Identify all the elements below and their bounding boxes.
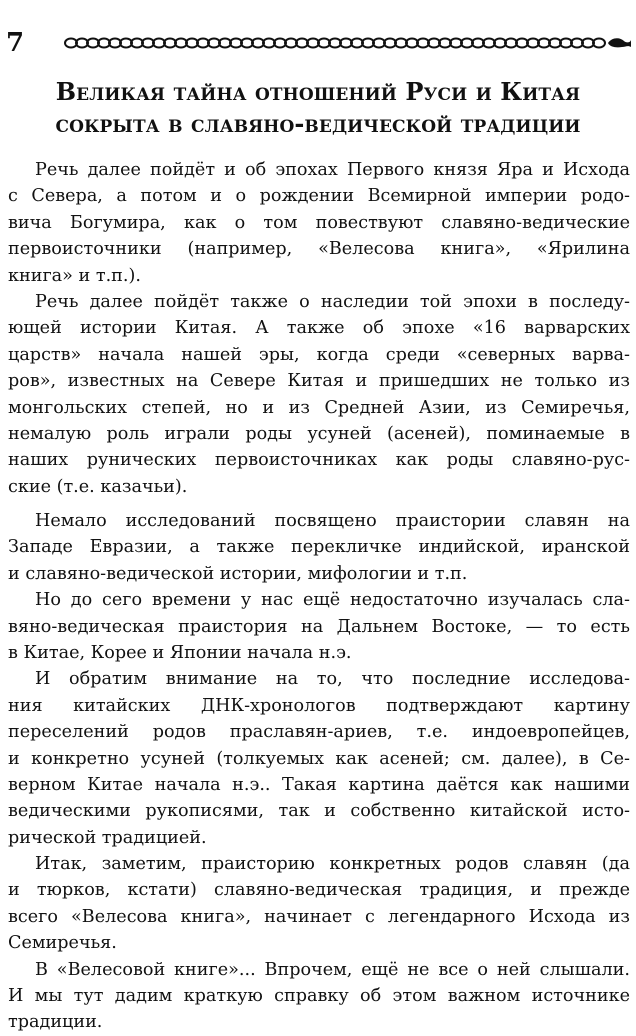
text-line: Речь далее пойдёт и об эпохах Первого князя Яра и Исхода xyxy=(35,160,630,180)
chapter-title xyxy=(0,76,636,140)
text-line: Западе Евразии, а также перекличке индийской, иранской xyxy=(8,537,630,558)
text-block-main xyxy=(8,508,630,1036)
text-line: книга» и т.п.). xyxy=(8,265,141,286)
text-line: монгольских степей, но и из Средней Азии, из Семиречья, xyxy=(8,397,630,418)
text-line: ские (т.е. казачьи). xyxy=(8,476,188,497)
page-number: 7 xyxy=(6,28,25,58)
text-line: и славяно-ведической истории, мифологии и т.п. xyxy=(8,563,468,584)
chapter-title-line-1: Великая тайна отношений Руси и Китая xyxy=(55,77,581,106)
text-line: вяно-ведическая праистория на Дальнем Востоке, — то есть xyxy=(8,616,630,637)
text-line: немалую роль играли роды усуней (асеней), поминаемые в xyxy=(8,423,630,444)
text-line: традиции. xyxy=(8,1012,103,1033)
text-line: Но до сего времени у нас ещё недостаточно изучалась сла- xyxy=(35,590,630,611)
text-line: в Китае, Корее и Японии начала н.э. xyxy=(8,642,352,663)
text-line: ведическими рукописями, так и собственно китайской истo- xyxy=(8,801,630,822)
text-line: и тюрков, кстати) славяно-ведическая традиция, и прежде xyxy=(8,880,630,901)
text-line: первоисточники (например, «Велесова книга», «Ярилина xyxy=(8,239,630,260)
text-line: И обратим внимание на то, что последние исследова- xyxy=(35,669,630,690)
text-line: царств» начала нашей эры, когда среди «северных варва- xyxy=(8,344,630,365)
text-line: ров», известных на Севере Китая и пришедших не только из xyxy=(8,371,630,392)
text-line: ющей истории Китая. А также об эпохе «16 варварских xyxy=(8,318,630,339)
text-line: Итак, заметим, праисторию конкретных родов славян (да xyxy=(35,854,630,875)
text-line: Речь далее пойдёт также о наследии той эпохи в последу- xyxy=(35,291,630,312)
text-line: переселений родов праславян-ариев, т.е. индоевропейцев, xyxy=(8,722,630,743)
text-line: с Севера, а потом и о рождении Всемирной империи родо- xyxy=(8,186,630,207)
text-line: рической традицией. xyxy=(8,827,207,848)
text-line: Семиречья. xyxy=(8,933,117,954)
text-line: всего «Велесова книга», начинает с легендарного Исхода из xyxy=(8,906,630,927)
text-line: И мы тут дадим краткую справку об этом важном источнике xyxy=(8,986,630,1007)
text-line: верном Китае начала н.э.. Такая картина даётся как нашими xyxy=(8,774,630,795)
decorative-ornament-rule xyxy=(60,35,632,51)
text-line: ния китайских ДНК-хронологов подтверждают картину xyxy=(8,695,630,716)
text-line: и конкретно усуней (толкуемых как асеней; см. далее), в Се- xyxy=(8,748,630,769)
text-line: Немало исследований посвящено праистории славян на xyxy=(35,511,630,531)
text-block-intro xyxy=(8,157,630,500)
text-line: В «Велесовой книге»... Впрочем, ещё не все о ней слышали. xyxy=(35,959,630,980)
chapter-title-line-2: сокрыта в славяно-ведической традиции xyxy=(55,109,581,138)
text-line: наших рунических первоисточниках как роды славяно-рус- xyxy=(8,450,630,471)
text-line: вича Богумира, как о том повествуют славяно-ведические xyxy=(8,212,630,233)
page-header xyxy=(0,28,636,58)
